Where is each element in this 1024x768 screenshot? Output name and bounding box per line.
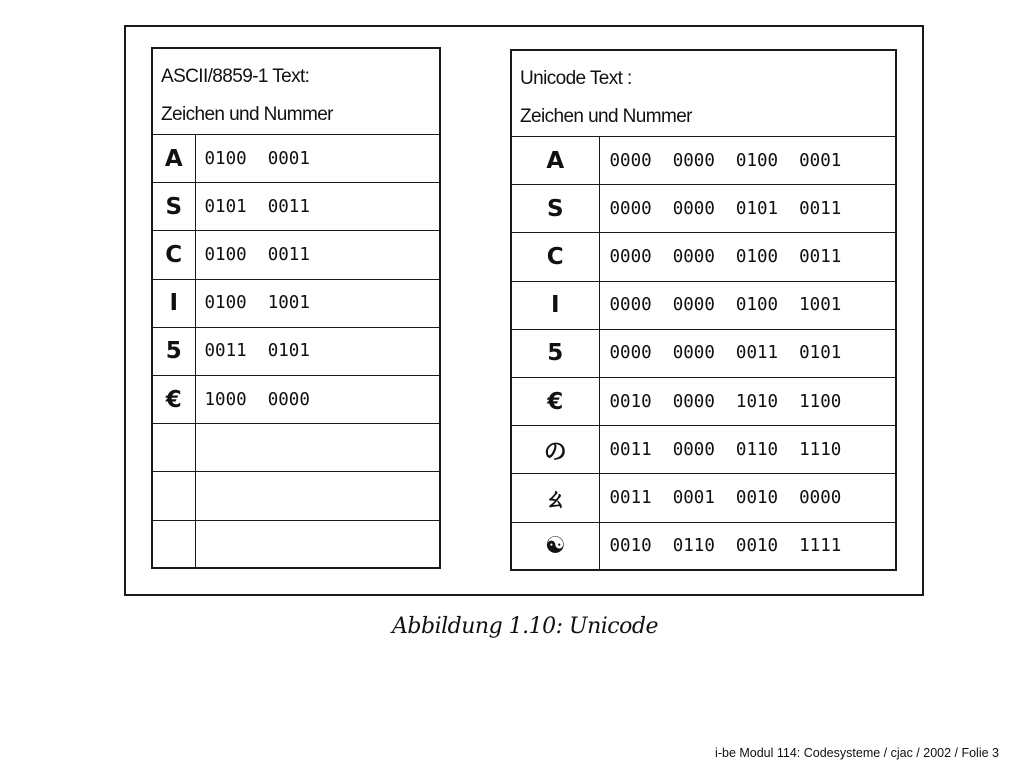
code-cell: 0011 0001 0010 0000 xyxy=(599,474,896,522)
code-cell: 0000 0000 0100 1001 xyxy=(599,281,896,329)
table-row xyxy=(152,472,440,520)
char-cell xyxy=(152,472,195,520)
table-row xyxy=(511,185,896,233)
table-row xyxy=(511,281,896,329)
char-cell: € xyxy=(152,375,195,423)
code-cell: 0100 1001 xyxy=(195,279,440,327)
code-cell xyxy=(195,520,440,568)
table-row xyxy=(152,231,440,279)
code-cell: 0010 0110 0010 1111 xyxy=(599,522,896,570)
char-cell: I xyxy=(152,279,195,327)
table-row xyxy=(152,520,440,568)
table-row xyxy=(511,137,896,185)
table-row xyxy=(152,279,440,327)
table-row xyxy=(511,474,896,522)
code-cell: 0011 0101 xyxy=(195,327,440,375)
figure-caption: Abbildung 1.10: Unicode xyxy=(392,614,658,639)
slide-footer: i-be Modul 114: Codesysteme / cjac / 2002 / Folie 3 xyxy=(715,746,999,760)
ascii-header-subtitle: Zeichen und Nummer xyxy=(161,104,333,125)
code-cell: 0101 0011 xyxy=(195,183,440,231)
char-cell xyxy=(152,520,195,568)
char-cell: € xyxy=(511,377,599,425)
char-cell: 5 xyxy=(152,327,195,375)
char-cell: A xyxy=(152,135,195,183)
char-cell xyxy=(152,424,195,472)
ascii-header-title: ASCII/8859-1 Text: xyxy=(161,66,310,87)
unicode-code-table xyxy=(510,49,897,571)
table-row xyxy=(511,426,896,474)
table-row xyxy=(511,522,896,570)
char-cell: ☯ xyxy=(511,522,599,570)
code-cell xyxy=(195,472,440,520)
code-cell: 0000 0000 0100 0001 xyxy=(599,137,896,185)
table-header-row xyxy=(511,50,896,137)
char-cell: ㄠ xyxy=(511,474,599,522)
char-cell: A xyxy=(511,137,599,185)
char-cell: C xyxy=(152,231,195,279)
table-header-row xyxy=(152,48,440,135)
code-cell: 0011 0000 0110 1110 xyxy=(599,426,896,474)
table-row xyxy=(152,424,440,472)
code-cell: 0100 0011 xyxy=(195,231,440,279)
char-cell: 5 xyxy=(511,329,599,377)
table-row xyxy=(152,135,440,183)
table-row xyxy=(511,329,896,377)
unicode-header-title: Unicode Text : xyxy=(520,68,632,89)
code-cell xyxy=(195,424,440,472)
char-cell: の xyxy=(511,426,599,474)
code-cell: 1000 0000 xyxy=(195,375,440,423)
table-row xyxy=(511,377,896,425)
code-cell: 0000 0000 0101 0011 xyxy=(599,185,896,233)
code-cell: 0100 0001 xyxy=(195,135,440,183)
ascii-code-table xyxy=(151,47,441,569)
char-cell: S xyxy=(511,185,599,233)
ascii-table-header xyxy=(152,48,440,135)
unicode-header-subtitle: Zeichen und Nummer xyxy=(520,106,692,127)
code-cell: 0010 0000 1010 1100 xyxy=(599,377,896,425)
table-row xyxy=(152,375,440,423)
char-cell: S xyxy=(152,183,195,231)
char-cell: I xyxy=(511,281,599,329)
table-row xyxy=(152,183,440,231)
char-cell: C xyxy=(511,233,599,281)
code-cell: 0000 0000 0100 0011 xyxy=(599,233,896,281)
unicode-table-header xyxy=(511,50,896,137)
table-row xyxy=(511,233,896,281)
table-row xyxy=(152,327,440,375)
code-cell: 0000 0000 0011 0101 xyxy=(599,329,896,377)
